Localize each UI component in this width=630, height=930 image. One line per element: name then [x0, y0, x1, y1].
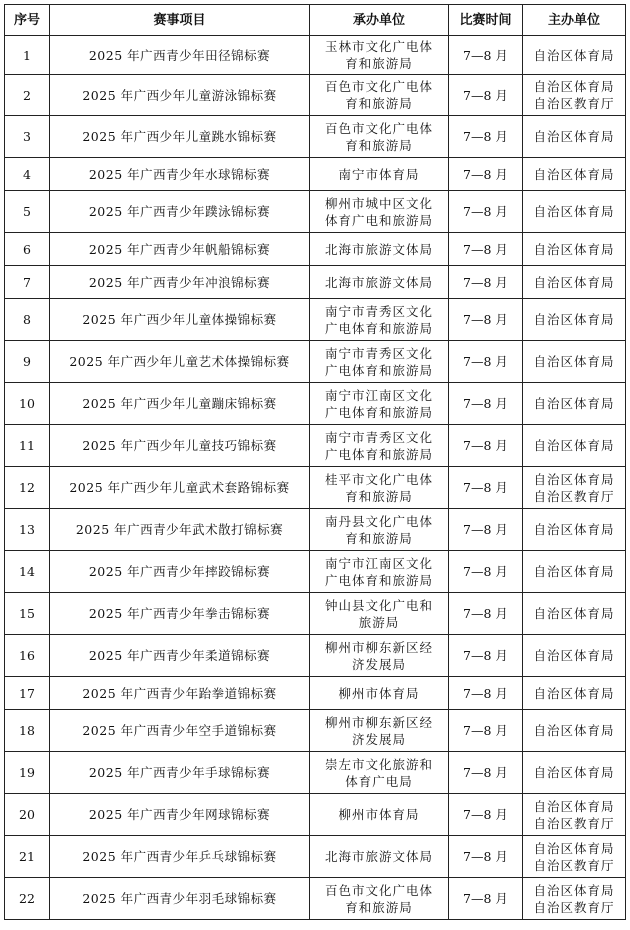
organizer-line: 旅游局 [358, 614, 400, 630]
row-index: 1 [5, 36, 50, 75]
host-line: 自治区体育局 [533, 471, 615, 487]
row-time: 7—8 月 [449, 341, 523, 383]
row-event-name: 2025 年广西青少年柔道锦标赛 [50, 635, 310, 677]
row-time: 7—8 月 [449, 191, 523, 233]
row-time: 7—8 月 [449, 36, 523, 75]
organizer-line: 桂平市文化广电体 [324, 471, 433, 487]
row-host [523, 593, 626, 635]
row-event-name: 2025 年广西少年儿童游泳锦标赛 [50, 75, 310, 116]
organizer-line: 济发展局 [351, 656, 406, 672]
table-row [5, 36, 626, 75]
row-organizer [310, 266, 449, 299]
row-event-name: 2025 年广西青少年手球锦标赛 [50, 752, 310, 794]
row-index: 4 [5, 158, 50, 191]
organizer-line: 育和旅游局 [345, 530, 413, 546]
row-time: 7—8 月 [449, 677, 523, 710]
table-row [5, 878, 626, 920]
row-index: 13 [5, 509, 50, 551]
host-line: 自治区体育局 [533, 47, 615, 63]
table-body [5, 36, 626, 920]
row-time: 7—8 月 [449, 75, 523, 116]
row-index: 12 [5, 467, 50, 509]
row-event-name: 2025 年广西青少年水球锦标赛 [50, 158, 310, 191]
organizer-line: 育和旅游局 [345, 137, 413, 153]
row-time: 7—8 月 [449, 794, 523, 836]
host-line: 自治区体育局 [533, 312, 615, 327]
header-time: 比赛时间 [449, 5, 523, 36]
row-organizer [310, 75, 449, 116]
host-line: 自治区体育局 [533, 129, 615, 144]
row-time: 7—8 月 [449, 635, 523, 677]
row-organizer [310, 710, 449, 752]
row-organizer [310, 116, 449, 158]
table-row [5, 383, 626, 425]
row-index: 18 [5, 710, 50, 752]
row-host [523, 836, 626, 878]
row-index: 22 [5, 878, 50, 920]
organizer-line: 广电体育和旅游局 [324, 446, 433, 462]
row-event-name: 2025 年广西青少年空手道锦标赛 [50, 710, 310, 752]
row-host [523, 233, 626, 266]
table-row [5, 233, 626, 266]
row-host [523, 878, 626, 920]
row-event-name: 2025 年广西青少年跆拳道锦标赛 [50, 677, 310, 710]
row-index: 8 [5, 299, 50, 341]
row-event-name: 2025 年广西青少年冲浪锦标赛 [50, 266, 310, 299]
row-host [523, 36, 626, 75]
organizer-line: 南宁市青秀区文化 [324, 429, 433, 445]
row-organizer [310, 794, 449, 836]
host-line: 自治区教育厅 [533, 815, 615, 831]
row-host [523, 710, 626, 752]
row-time: 7—8 月 [449, 425, 523, 467]
host-line: 自治区体育局 [533, 798, 615, 814]
organizer-line: 玉林市文化广电体 [324, 39, 433, 54]
organizer-line: 南宁市江南区文化 [324, 387, 433, 403]
row-event-name: 2025 年广西少年儿童技巧锦标赛 [50, 425, 310, 467]
row-organizer [310, 36, 449, 75]
host-line: 自治区教育厅 [533, 857, 615, 873]
table-row [5, 75, 626, 116]
header-host: 主办单位 [523, 5, 626, 36]
organizer-line: 南丹县文化广电体 [324, 513, 433, 529]
host-line: 自治区体育局 [533, 396, 615, 411]
header-row [5, 5, 626, 36]
row-index: 14 [5, 551, 50, 593]
row-index: 2 [5, 75, 50, 116]
row-index: 6 [5, 233, 50, 266]
table-row [5, 752, 626, 794]
row-organizer [310, 593, 449, 635]
host-line: 自治区体育局 [533, 274, 615, 290]
table-row [5, 677, 626, 710]
row-index: 5 [5, 191, 50, 233]
row-organizer [310, 191, 449, 233]
row-index: 15 [5, 593, 50, 635]
organizer-line: 南宁市体育局 [338, 166, 420, 182]
organizer-line: 柳州市柳东新区经 [324, 639, 433, 655]
organizer-line: 北海市旅游文体局 [324, 241, 433, 257]
row-event-name: 2025 年广西青少年帆船锦标赛 [50, 233, 310, 266]
organizer-line: 广电体育和旅游局 [324, 362, 433, 378]
organizer-line: 柳州市体育局 [338, 685, 420, 701]
row-organizer [310, 635, 449, 677]
host-line: 自治区教育厅 [533, 96, 615, 111]
row-event-name: 2025 年广西青少年羽毛球锦标赛 [50, 878, 310, 920]
row-organizer [310, 878, 449, 920]
host-line: 自治区体育局 [533, 438, 615, 453]
row-index: 19 [5, 752, 50, 794]
row-index: 9 [5, 341, 50, 383]
host-line: 自治区体育局 [533, 648, 615, 663]
organizer-line: 育和旅游局 [345, 488, 413, 504]
organizer-line: 广电体育和旅游局 [324, 320, 433, 336]
host-line: 自治区体育局 [533, 204, 615, 219]
organizer-line: 南宁市江南区文化 [324, 555, 433, 571]
host-line: 自治区体育局 [533, 685, 615, 701]
header-index: 序号 [5, 5, 50, 36]
row-index: 21 [5, 836, 50, 878]
row-host [523, 266, 626, 299]
row-index: 3 [5, 116, 50, 158]
row-organizer [310, 677, 449, 710]
row-index: 17 [5, 677, 50, 710]
organizer-line: 广电体育和旅游局 [324, 404, 433, 420]
organizer-line: 南宁市青秀区文化 [324, 303, 433, 319]
row-organizer [310, 752, 449, 794]
events-table [4, 4, 626, 920]
row-event-name: 2025 年广西青少年蹼泳锦标赛 [50, 191, 310, 233]
row-time: 7—8 月 [449, 551, 523, 593]
host-line: 自治区体育局 [533, 241, 615, 257]
row-host [523, 467, 626, 509]
row-event-name: 2025 年广西青少年网球锦标赛 [50, 794, 310, 836]
table-row [5, 191, 626, 233]
organizer-line: 体育广电局 [345, 773, 413, 789]
row-host [523, 794, 626, 836]
row-time: 7—8 月 [449, 509, 523, 551]
organizer-line: 百色市文化广电体 [324, 120, 433, 136]
host-line: 自治区教育厅 [533, 899, 615, 915]
row-time: 7—8 月 [449, 116, 523, 158]
table-row [5, 266, 626, 299]
organizer-line: 柳州市城中区文化 [324, 195, 433, 211]
table-row [5, 794, 626, 836]
row-event-name: 2025 年广西少年儿童艺术体操锦标赛 [50, 341, 310, 383]
organizer-line: 柳州市柳东新区经 [324, 714, 433, 730]
row-time: 7—8 月 [449, 878, 523, 920]
host-line: 自治区教育厅 [533, 488, 615, 504]
row-time: 7—8 月 [449, 383, 523, 425]
table-row [5, 158, 626, 191]
row-time: 7—8 月 [449, 233, 523, 266]
row-organizer [310, 836, 449, 878]
row-host [523, 341, 626, 383]
row-host [523, 677, 626, 710]
table-row [5, 635, 626, 677]
row-host [523, 509, 626, 551]
row-host [523, 425, 626, 467]
host-line: 自治区体育局 [533, 564, 615, 579]
organizer-line: 济发展局 [351, 731, 406, 747]
row-event-name: 2025 年广西青少年拳击锦标赛 [50, 593, 310, 635]
row-event-name: 2025 年广西青少年武术散打锦标赛 [50, 509, 310, 551]
row-index: 10 [5, 383, 50, 425]
row-organizer [310, 467, 449, 509]
row-index: 7 [5, 266, 50, 299]
organizer-line: 北海市旅游文体局 [324, 849, 433, 864]
row-organizer [310, 341, 449, 383]
row-index: 11 [5, 425, 50, 467]
row-event-name: 2025 年广西青少年摔跤锦标赛 [50, 551, 310, 593]
host-line: 自治区体育局 [533, 882, 615, 898]
row-event-name: 2025 年广西青少年田径锦标赛 [50, 36, 310, 75]
row-event-name: 2025 年广西少年儿童跳水锦标赛 [50, 116, 310, 158]
row-event-name: 2025 年广西少年儿童武术套路锦标赛 [50, 467, 310, 509]
organizer-line: 南宁市青秀区文化 [324, 345, 433, 361]
host-line: 自治区体育局 [533, 840, 615, 856]
row-index: 20 [5, 794, 50, 836]
host-line: 自治区体育局 [533, 723, 615, 738]
organizer-line: 广电体育和旅游局 [324, 572, 433, 588]
organizer-line: 百色市文化广电体 [324, 882, 433, 898]
organizer-line: 北海市旅游文体局 [324, 274, 433, 290]
row-host [523, 191, 626, 233]
row-time: 7—8 月 [449, 752, 523, 794]
row-host [523, 299, 626, 341]
table-row [5, 509, 626, 551]
host-line: 自治区体育局 [533, 354, 615, 369]
row-time: 7—8 月 [449, 158, 523, 191]
table-row [5, 299, 626, 341]
organizer-line: 百色市文化广电体 [324, 79, 433, 94]
row-organizer [310, 299, 449, 341]
host-line: 自治区体育局 [533, 765, 615, 780]
row-host [523, 752, 626, 794]
table-row [5, 593, 626, 635]
table-row [5, 425, 626, 467]
row-index: 16 [5, 635, 50, 677]
row-organizer [310, 425, 449, 467]
row-time: 7—8 月 [449, 836, 523, 878]
row-host [523, 383, 626, 425]
organizer-line: 崇左市文化旅游和 [324, 756, 433, 772]
table-row [5, 836, 626, 878]
row-organizer [310, 383, 449, 425]
organizer-line: 育和旅游局 [345, 56, 413, 71]
row-host [523, 116, 626, 158]
table-row [5, 551, 626, 593]
table-row [5, 467, 626, 509]
host-line: 自治区体育局 [533, 606, 615, 621]
row-time: 7—8 月 [449, 467, 523, 509]
row-organizer [310, 158, 449, 191]
table-row [5, 341, 626, 383]
row-event-name: 2025 年广西青少年乒乓球锦标赛 [50, 836, 310, 878]
organizer-line: 育和旅游局 [345, 96, 413, 111]
row-organizer [310, 233, 449, 266]
row-time: 7—8 月 [449, 593, 523, 635]
row-host [523, 75, 626, 116]
host-line: 自治区体育局 [533, 522, 615, 537]
row-event-name: 2025 年广西少年儿童体操锦标赛 [50, 299, 310, 341]
host-line: 自治区体育局 [533, 79, 615, 94]
row-time: 7—8 月 [449, 266, 523, 299]
row-time: 7—8 月 [449, 710, 523, 752]
row-organizer [310, 509, 449, 551]
host-line: 自治区体育局 [533, 166, 615, 182]
row-host [523, 551, 626, 593]
table-row [5, 116, 626, 158]
organizer-line: 钟山县文化广电和 [324, 597, 433, 613]
header-organizer: 承办单位 [310, 5, 449, 36]
row-host [523, 635, 626, 677]
organizer-line: 体育广电和旅游局 [324, 212, 433, 228]
row-time: 7—8 月 [449, 299, 523, 341]
row-event-name: 2025 年广西少年儿童蹦床锦标赛 [50, 383, 310, 425]
table-row [5, 710, 626, 752]
row-host [523, 158, 626, 191]
row-organizer [310, 551, 449, 593]
organizer-line: 柳州市体育局 [338, 807, 420, 822]
organizer-line: 育和旅游局 [345, 899, 413, 915]
header-event: 赛事项目 [50, 5, 310, 36]
